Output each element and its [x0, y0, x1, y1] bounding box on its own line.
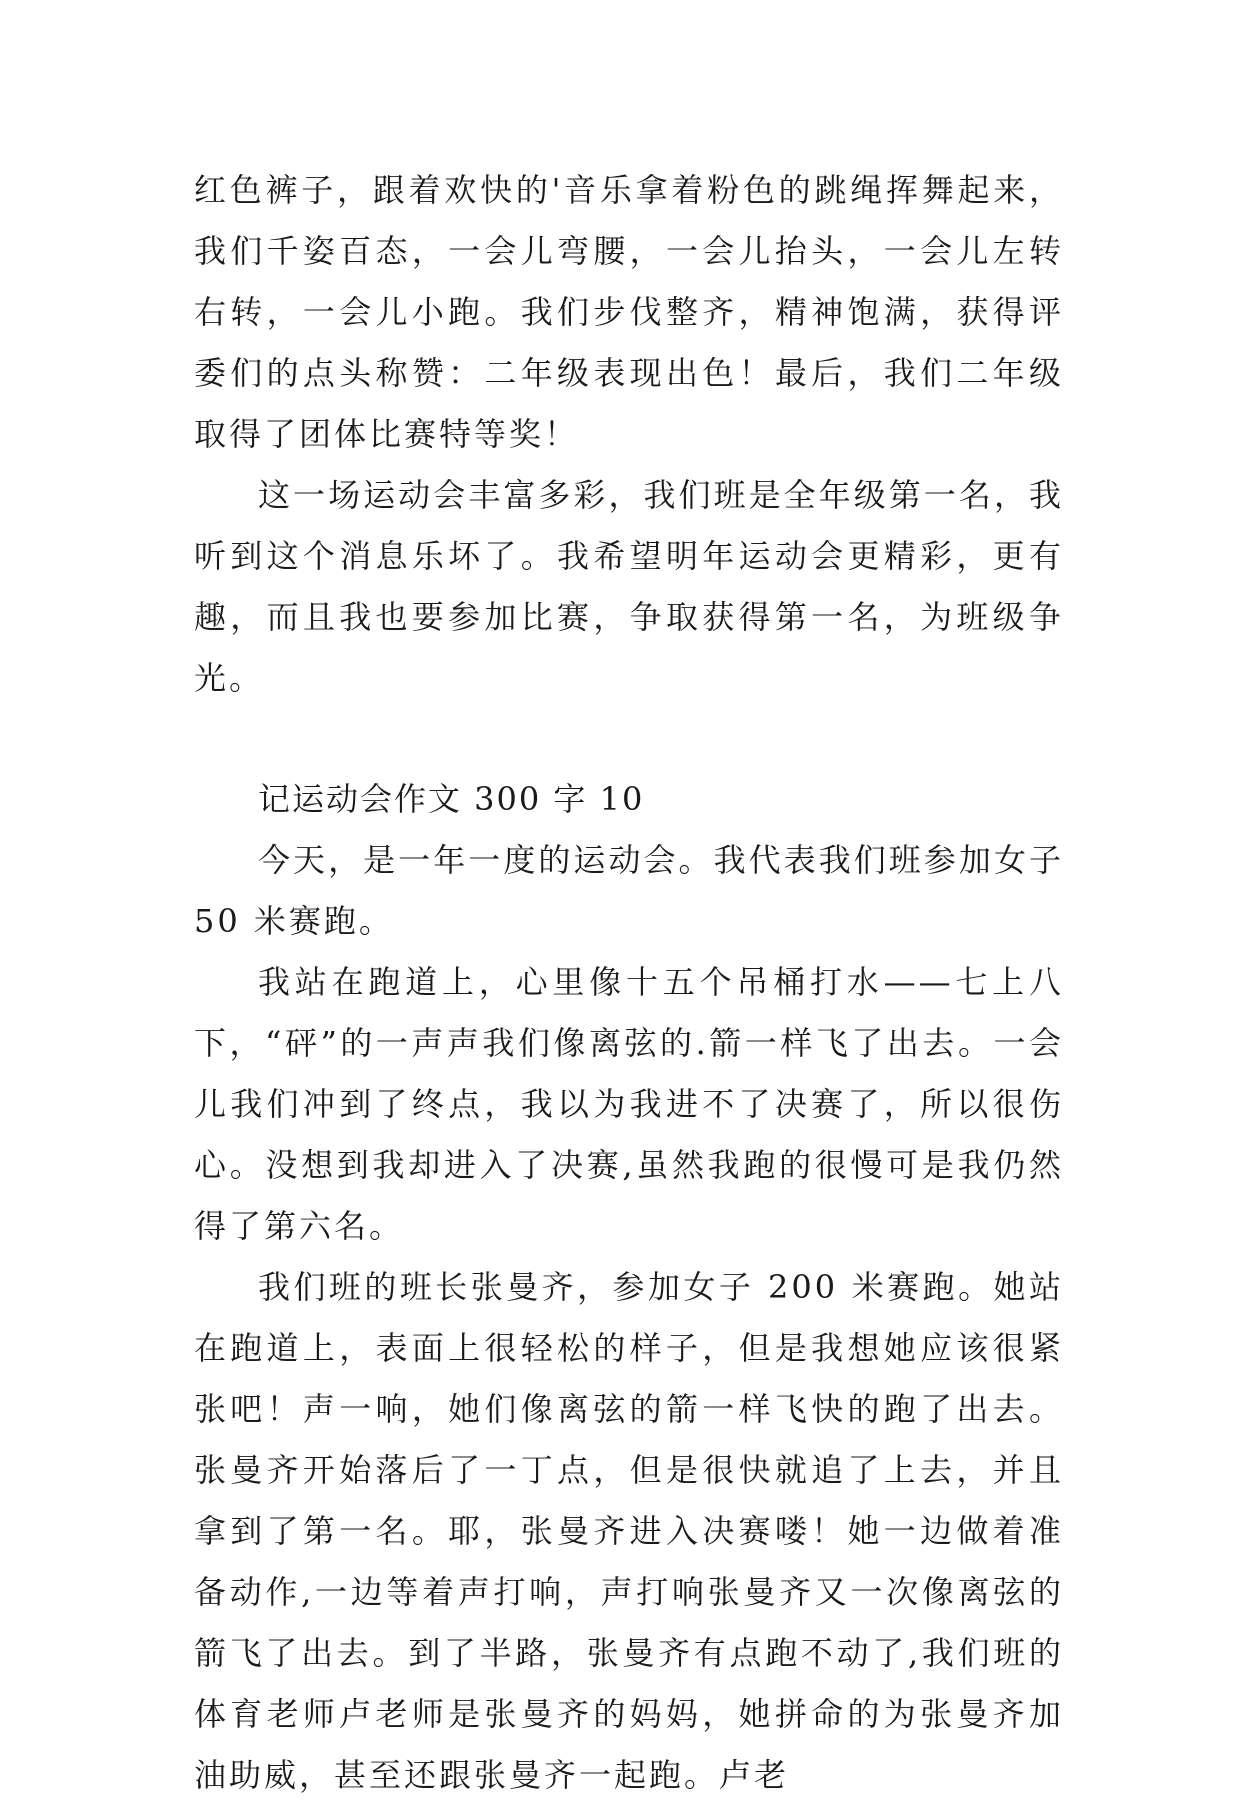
paragraph: 今天，是一年一度的运动会。我代表我们班参加女子 50 米赛跑。	[194, 841, 1064, 940]
document-page	[194, 160, 1064, 1806]
paragraph: 红色裤子，跟着欢快的'音乐拿着粉色的跳绳挥舞起来，我们千姿百态，一会儿弯腰，一会儿抬头，一会儿左转右转，一会儿小跑。我们步伐整齐，精神饱满，获得评委们的点头称赞：二年级表现出色！最后，我们二年级取得了团体比赛特等奖！	[194, 171, 1064, 453]
paragraph: 我们班的班长张曼齐，参加女子 200 米赛跑。她站在跑道上，表面上很轻松的样子，但是我想她应该很紧张吧！声一响，她们像离弦的箭一样飞快的跑了出去。张曼齐开始落后了一丁点，但是很快就追了上去，并且拿到了第一名。耶，张曼齐进入决赛喽！她一边做着准备动作,一边等着声打响，声打响张曼齐又一次像离弦的箭飞了出去。到了半路，张曼齐有点跑不动了,我们班的体育老师卢老师是张曼齐的妈妈，她拼命的为张曼齐加油助威，甚至还跟张曼齐一起跑。卢老	[194, 1268, 1064, 1794]
section-title: 记运动会作文 300 字 10	[258, 780, 645, 818]
section-spacer	[194, 709, 1064, 769]
paragraph: 这一场运动会丰富多彩，我们班是全年级第一名，我听到这个消息乐坏了。我希望明年运动会更精彩，更有趣，而且我也要参加比赛，争取获得第一名，为班级争光。	[194, 476, 1064, 697]
paragraph: 我站在跑道上，心里像十五个吊桶打水——七上八下，“砰”的一声声我们像离弦的.箭一样飞了出去。一会儿我们冲到了终点，我以为我进不了决赛了，所以很伤心。没想到我却进入了决赛,虽然我跑的很慢可是我仍然得了第六名。	[194, 963, 1064, 1245]
